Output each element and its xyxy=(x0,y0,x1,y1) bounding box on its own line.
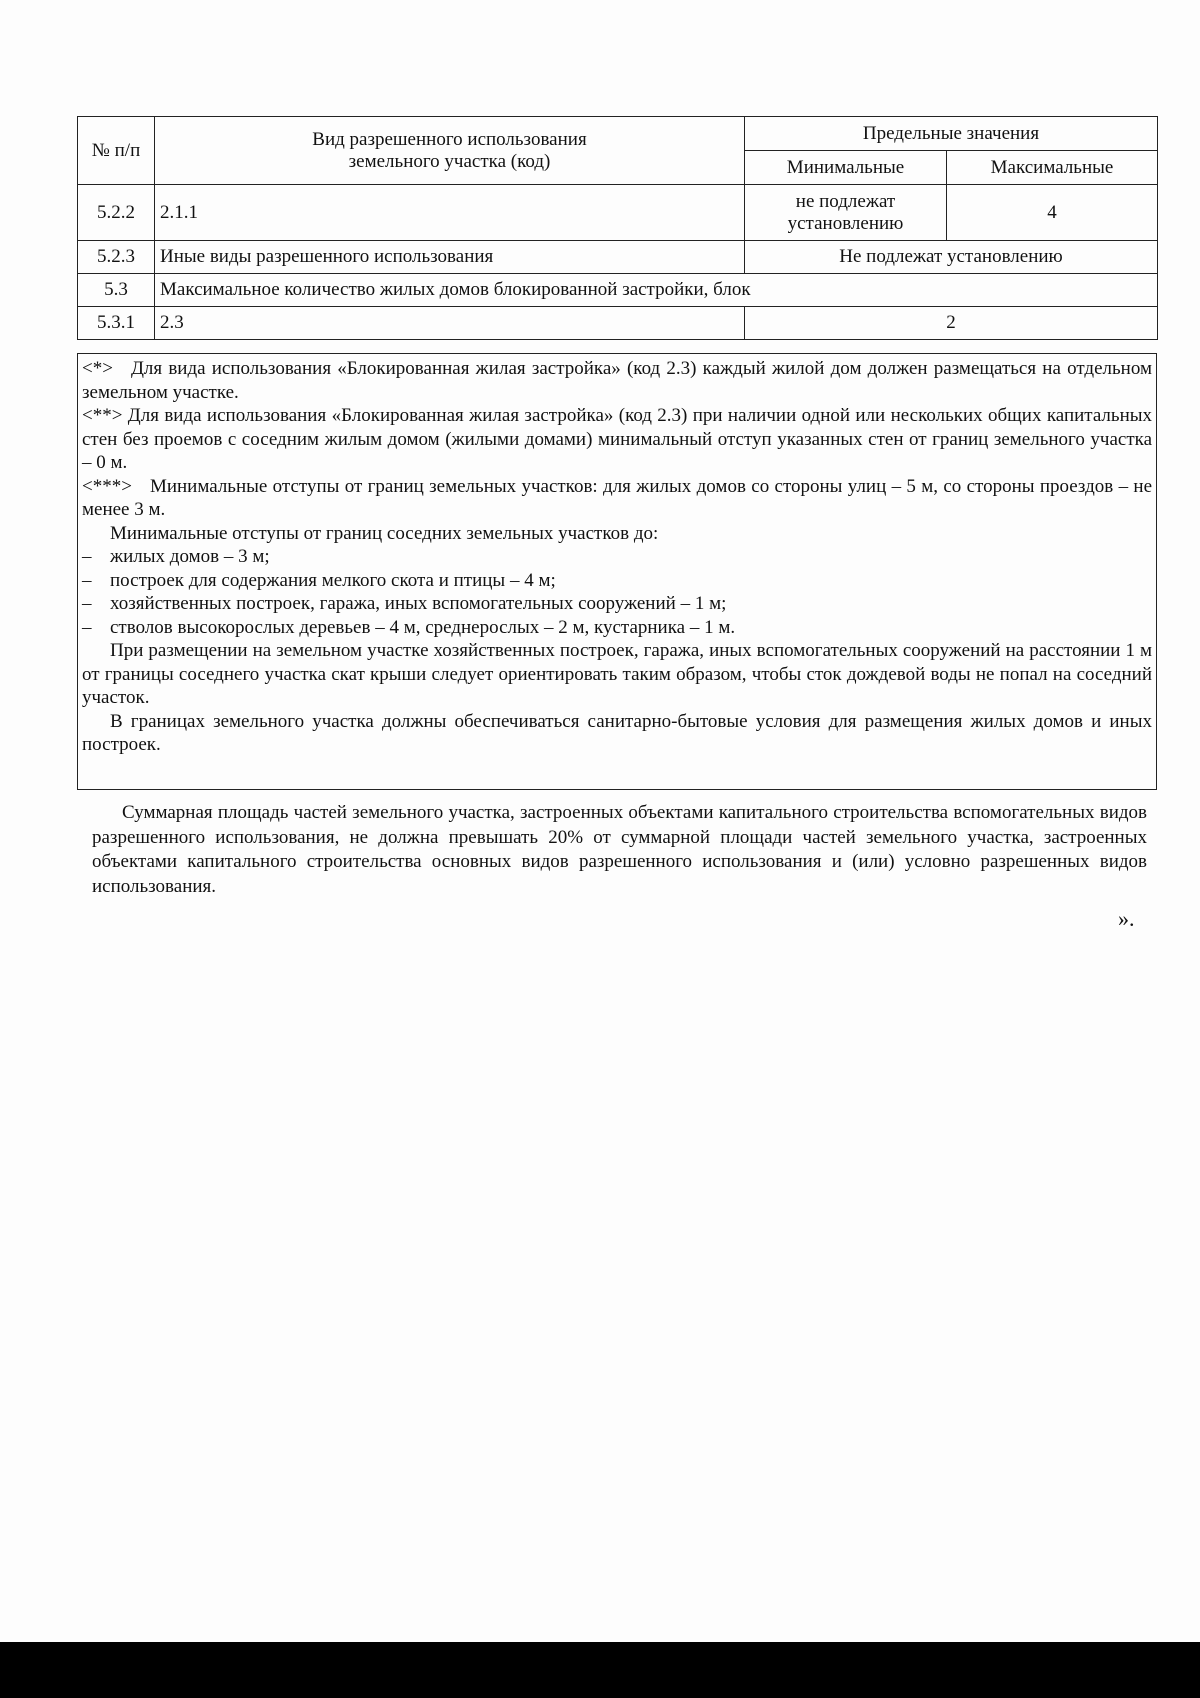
list-item-text: жилых домов – 3 м; xyxy=(110,546,270,567)
roof-paragraph: При размещении на земельном участке хозяйственных построек, гаража, иных вспомогательных сооружений на расстоянии 1 м от границы соседнего участка скат крыши следует ориентировать таким образом, чтобы сток дождевой воды не попал на соседний участок. xyxy=(82,640,1152,708)
dash-mark: – xyxy=(82,616,92,638)
list-item-text: построек для содержания мелкого скота и птицы – 4 м; xyxy=(110,569,556,591)
header-num: № п/п xyxy=(78,117,155,185)
row-name: Иные виды разрешенного использования xyxy=(155,241,745,274)
header-type: Вид разрешенного использования земельного участка (код) xyxy=(155,117,745,185)
list-intro: Минимальные отступы от границ соседних земельных участков до: xyxy=(110,522,659,544)
list-item-text: стволов высокорослых деревьев – 4 м, среднерослых – 2 м, кустарника – 1 м. xyxy=(110,616,736,638)
row-max: 4 xyxy=(947,185,1158,241)
table-row xyxy=(78,185,1158,241)
scan-border xyxy=(0,1642,1200,1698)
limits-table xyxy=(77,116,1158,340)
row-name: Максимальное количество жилых домов блокированной застройки, блок xyxy=(155,274,1158,307)
note-1-tag: <*> xyxy=(82,358,113,379)
row-num: 5.2.2 xyxy=(78,185,155,241)
note-2-text: Для вида использования «Блокированная жилая застройка» (код 2.3) при наличии одной или нескольких общих капитальных стен без проемов с соседним жилым домом (жилыми домами) минимальный отступ указанных стен от границ земельного участка – 0 м. xyxy=(82,405,1152,473)
note-3-text: Минимальные отступы от границ земельных участков: для жилых домов со стороны улиц – 5 м, со стороны проездов – не менее 3 м. xyxy=(82,475,1152,520)
list-item xyxy=(82,569,1152,593)
closing-quote: ». xyxy=(1118,906,1135,931)
row-num: 5.2.3 xyxy=(78,241,155,274)
sanitary-paragraph: В границах земельного участка должны обеспечиваться санитарно-бытовые условия для размещения жилых домов и иных построек. xyxy=(82,710,1152,755)
row-value: 2 xyxy=(745,307,1158,340)
row-name: 2.3 xyxy=(155,307,745,340)
row-min: не подлежат установлению xyxy=(745,185,947,241)
header-limits: Предельные значения xyxy=(745,117,1158,151)
list-item xyxy=(82,592,1152,616)
dash-mark: – xyxy=(82,569,92,591)
list-item xyxy=(82,616,1152,640)
row-num: 5.3.1 xyxy=(78,307,155,340)
table-row xyxy=(78,274,1158,307)
row-name: 2.1.1 xyxy=(155,185,745,241)
header-min: Минимальные xyxy=(745,151,947,185)
note-3-tag: <***> xyxy=(82,475,132,497)
row-value: Не подлежат установлению xyxy=(745,241,1158,274)
dash-mark: – xyxy=(82,593,92,614)
notes-box xyxy=(77,353,1157,790)
note-1 xyxy=(82,357,1152,404)
list-item-text: хозяйственных построек, гаража, иных вспомогательных сооружений – 1 м; xyxy=(110,593,727,614)
note-2-tag: <**> xyxy=(82,405,123,426)
dash-mark: – xyxy=(82,546,92,567)
summary-paragraph: Суммарная площадь частей земельного участка, застроенных объектами капитального строительства вспомогательных видов разрешенного использования, не должна превышать 20% от суммарной площади частей земельного участка, застроенных объектами капитального строительства основных видов разрешенного использования и (или) условно разрешенных видов использования. xyxy=(92,802,1147,897)
list-item xyxy=(82,545,1152,569)
table-row xyxy=(78,307,1158,340)
table-row xyxy=(78,241,1158,274)
row-num: 5.3 xyxy=(78,274,155,307)
note-3 xyxy=(82,475,1152,522)
header-max: Максимальные xyxy=(947,151,1158,185)
note-2 xyxy=(82,404,1152,475)
note-1-text: Для вида использования «Блокированная жилая застройка» (код 2.3) каждый жилой дом должен размещаться на отдельном земельном участке. xyxy=(82,358,1152,403)
